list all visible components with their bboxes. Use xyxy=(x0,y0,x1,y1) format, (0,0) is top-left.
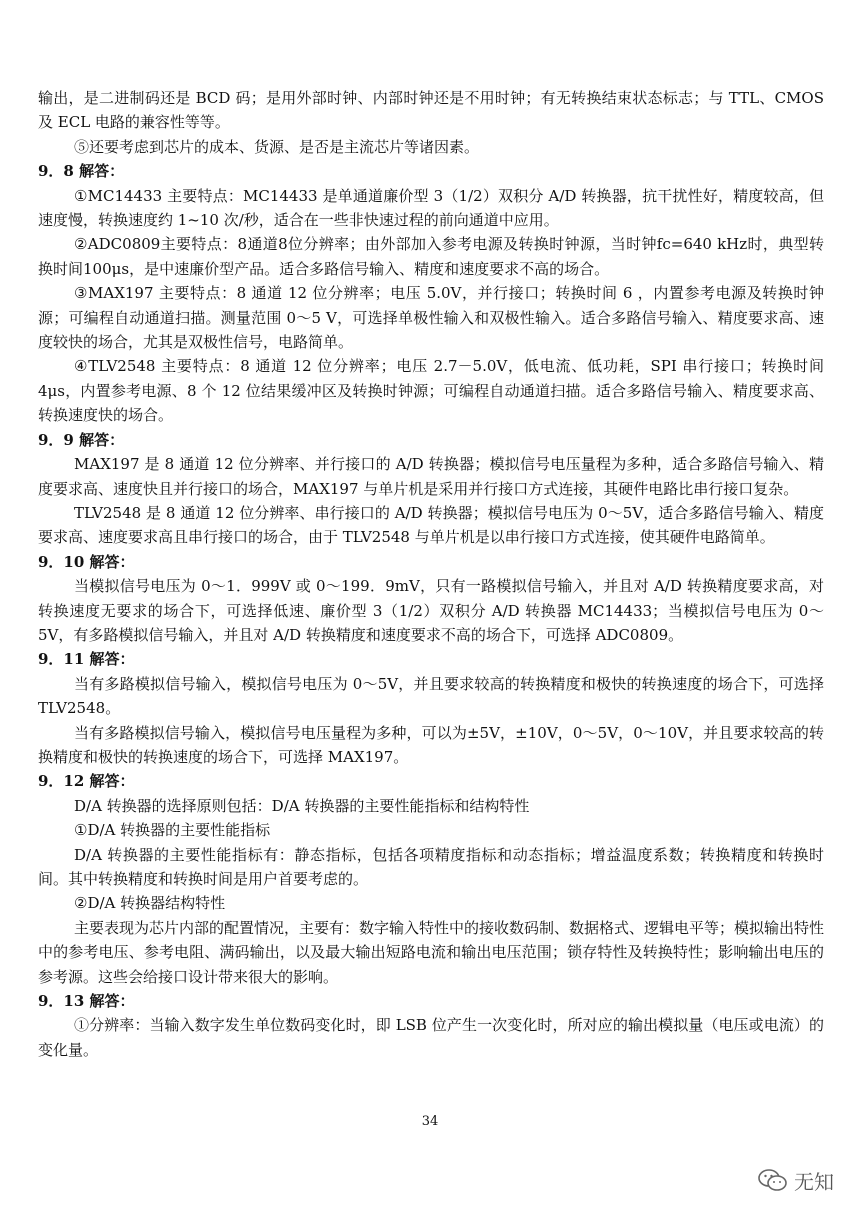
wechat-icon xyxy=(758,1168,788,1194)
paragraph: ③MAX197 主要特点：8 通道 12 位分辨率；电压 5.0V，并行接口；转换时间 6 ，内置参考电源及转换时钟源；可编程自动通道扫描。测量范围 0～5 V，可选择单极性输入和双极性输入。适合多路信号输入、精度要求高、速度较快的场合，尤其是双极性信号，电路简单。 xyxy=(38,284,824,352)
paragraph: TLV2548 是 8 通道 12 位分辨率、串行接口的 A/D 转换器；模拟信号电压为 0～5V，适合多路信号输入、精度要求高、速度要求高且串行接口的场合，由于 TLV2548 与单片机是以串行接口方式连接，使其硬件电路简单。 xyxy=(38,503,824,547)
paragraph: ①分辨率：当输入数字发生单位数码变化时，即 LSB 位产生一次变化时，所对应的输出模拟量（电压或电流）的变化量。 xyxy=(38,1016,824,1059)
paragraph: ②D/A 转换器结构特性 xyxy=(74,894,226,913)
section-heading: 9．12 解答： xyxy=(38,772,135,791)
document-body xyxy=(38,86,824,1062)
paragraph: ②ADC0809主要特点：8通道8位分辨率；由外部加入参考电源及转换时钟源，当时钟fc=640 kHz时，典型转换时间100μs，是中速廉价型产品。适合多路信号输入、精度和速度要求不高的场合。 xyxy=(38,235,824,278)
paragraph: 输出，是二进制码还是 BCD 码；是用外部时钟、内部时钟还是不用时钟；有无转换结束状态标志；与 TTL、CMOS 及 ECL 电路的兼容性等等。 xyxy=(38,89,824,132)
paragraph: MAX197 是 8 通道 12 位分辨率、并行接口的 A/D 转换器；模拟信号电压量程为多种，适合多路信号输入、精度要求高、速度快且并行接口的场合，MAX197 与单片机是采用并行接口方式连接，其硬件电路比串行接口复杂。 xyxy=(38,455,824,498)
paragraph: D/A 转换器的选择原则包括：D/A 转换器的主要性能指标和结构特性 xyxy=(74,796,530,815)
paragraph: ④TLV2548 主要特点：8 通道 12 位分辨率；电压 2.7－5.0V，低电流、低功耗，SPI 串行接口；转换时间 4μs，内置参考电源、8 个 12 位结果缓冲区及转换时钟源；可编程自动通道扫描。适合多路信号输入、精度要求高、转换速度快的场合。 xyxy=(38,357,824,425)
paragraph: 当模拟信号电压为 0～1．999V 或 0～199．9mV，只有一路模拟信号输入，并且对 A/D 转换精度要求高，对转换速度无要求的场合下，可选择低速、廉价型 3（1/2）双积分 A/D 转换器 MC14433；当模拟信号电压为 0～5V，有多路模拟信号输入，并且对 A/D 转换精度和速度要求不高的场合下，可选择 ADC0809。 xyxy=(38,577,824,644)
section-heading: 9．13 解答： xyxy=(38,992,135,1011)
page-number: 34 xyxy=(421,1114,439,1129)
section-heading: 9．11 解答： xyxy=(38,650,135,669)
section-heading: 9．9 解答： xyxy=(38,430,125,449)
section-heading: 9．8 解答： xyxy=(38,162,125,181)
paragraph: 当有多路模拟信号输入，模拟信号电压为 0～5V，并且要求较高的转换精度和极快的转换速度的场合下，可选择 TLV2548。 xyxy=(38,674,824,718)
paragraph: ①D/A 转换器的主要性能指标 xyxy=(74,821,271,840)
paragraph: 主要表现为芯片内部的配置情况，主要有：数字输入特性中的接收数码制、数据格式、逻辑电平等；模拟输出特性中的参考电压、参考电阻、满码输出，以及最大输出短路电流和输出电压范围；锁存特性及转换特性；影响输出电压的参考源。这些会给接口设计带来很大的影响。 xyxy=(38,918,825,986)
watermark xyxy=(758,1166,834,1195)
paragraph: ①MC14433 主要特点：MC14433 是单通道廉价型 3（1/2）双积分 A/D 转换器，抗干扰性好，精度较高，但速度慢，转换速度约 1~10 次/秒，适合在一些非快速过程的前向通道中应用。 xyxy=(38,186,824,230)
paragraph: 当有多路模拟信号输入，模拟信号电压量程为多种，可以为±5V，±10V，0～5V，0～10V，并且要求较高的转换精度和极快的转换速度的场合下，可选择 MAX197。 xyxy=(38,723,824,766)
section-heading: 9．10 解答： xyxy=(38,552,135,571)
paragraph: D/A 转换器的主要性能指标有：静态指标，包括各项精度指标和动态指标；增益温度系数；转换精度和转换时间。其中转换精度和转换时间是用户首要考虑的。 xyxy=(38,845,824,888)
watermark-text: 无知 xyxy=(794,1170,834,1194)
paragraph: ⑤还要考虑到芯片的成本、货源、是否是主流芯片等诸因素。 xyxy=(74,137,480,156)
